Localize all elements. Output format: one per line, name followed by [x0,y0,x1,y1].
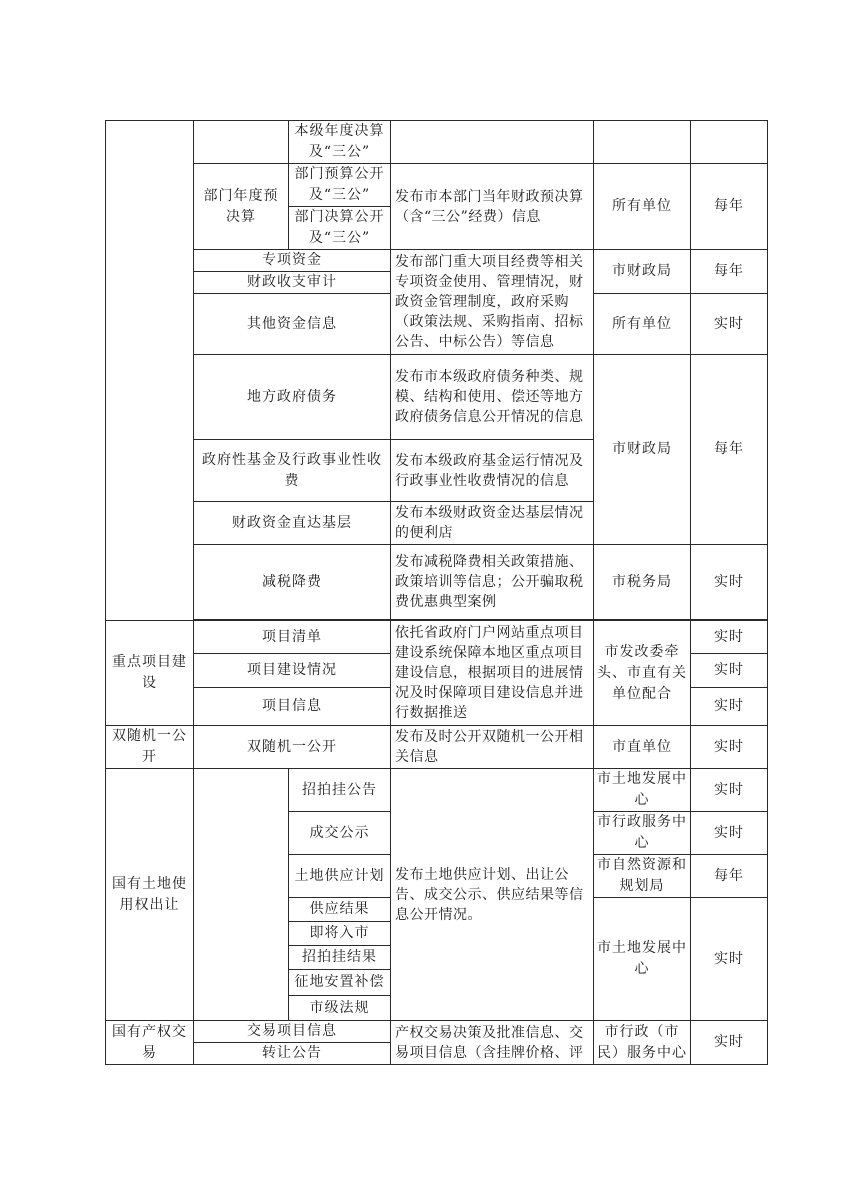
item-cell: 部门决算公开及“三公” [289,207,391,250]
item-cell: 本级年度决算及“三公” [289,121,391,164]
desc-cell: 发布减税降费相关政策措施、政策培训等信息；公开骗取税费优惠典型案例 [391,545,594,620]
table-row [106,164,768,207]
table-row [106,355,768,440]
freq-cell: 每年 [691,355,768,545]
item-cell: 部门预算公开及“三公” [289,164,391,207]
unit-cell: 市行政服务中心 [594,812,691,855]
table-row [106,121,768,164]
desc-cell: 发布土地供应计划、出让公告、成交公示、供应结果等信息公开情况。 [391,769,594,1021]
unit-cell: 市土地发展中心 [594,769,691,812]
freq-cell-empty [691,121,768,164]
freq-cell: 实时 [691,769,768,812]
unit-cell: 所有单位 [594,164,691,250]
desc-cell: 发布及时公开双随机一公开相关信息 [391,726,594,769]
subcategory-cell-empty [194,769,289,1021]
unit-cell: 市自然资源和规划局 [594,855,691,898]
desc-cell: 产权交易决策及批准信息、交易项目信息（含挂牌价格、评 [391,1021,594,1065]
table-row [106,1021,768,1043]
freq-cell: 实时 [691,545,768,620]
table-row [106,769,768,812]
freq-cell: 实时 [691,898,768,1021]
unit-cell-empty [594,121,691,164]
item-cell: 土地供应计划 [289,855,391,898]
item-cell: 交易项目信息 [194,1021,391,1043]
freq-cell: 实时 [691,294,768,355]
desc-cell: 发布本级政府基金运行情况及行政事业性收费情况的信息 [391,440,594,502]
category-cell: 重点项目建设 [106,621,194,726]
unit-cell: 市财政局 [594,250,691,294]
item-cell: 部门年度预决算 [194,164,289,250]
freq-cell: 实时 [691,726,768,769]
unit-cell: 所有单位 [594,294,691,355]
item-cell: 招拍挂公告 [289,769,391,812]
unit-cell: 市直单位 [594,726,691,769]
freq-cell: 实时 [691,688,768,726]
category-cell: 双随机一公开 [106,726,194,769]
item-cell: 征地安置补偿 [289,970,391,996]
item-cell: 项目信息 [194,688,391,726]
category-cell: 国有产权交易 [106,1021,194,1065]
table-row [106,250,768,272]
freq-cell: 实时 [691,621,768,654]
freq-cell: 实时 [691,812,768,855]
desc-cell: 发布市本部门当年财政预决算（含“三公”经费）信息 [391,164,594,250]
item-cell: 项目清单 [194,621,391,654]
item-cell: 市级法规 [289,996,391,1021]
freq-cell: 实时 [691,654,768,688]
item-cell: 财政资金直达基层 [194,502,391,545]
table-row [106,726,768,769]
freq-cell: 每年 [691,250,768,294]
freq-cell: 每年 [691,855,768,898]
desc-cell: 发布部门重大项目经费等相关专项资金使用、管理情况，财政资金管理制度，政府采购（政策法规、采购指南、招标公告、中标公告）等信息 [391,250,594,355]
item-cell: 政府性基金及行政事业性收费 [194,440,391,502]
desc-cell-empty [391,121,594,164]
desc-cell: 发布市本级政府债务种类、规模、结构和使用、偿还等地方政府债务信息公开情况的信息 [391,355,594,440]
freq-cell: 每年 [691,164,768,250]
disclosure-table [105,120,768,1065]
item-cell: 其他资金信息 [194,294,391,355]
item-cell: 即将入市 [289,922,391,946]
unit-cell: 市财政局 [594,355,691,545]
subcategory-cell-empty [194,121,289,164]
item-cell: 成交公示 [289,812,391,855]
item-cell: 招拍挂结果 [289,946,391,970]
table-row [106,621,768,654]
unit-cell: 市发改委牵头、市直有关单位配合 [594,621,691,726]
item-cell: 供应结果 [289,898,391,922]
item-cell: 地方政府债务 [194,355,391,440]
item-cell: 项目建设情况 [194,654,391,688]
unit-cell: 市土地发展中心 [594,898,691,1021]
desc-cell: 依托省政府门户网站重点项目建设系统保障本地区重点项目建设信息，根据项目的进展情况及时保障项目建设信息并进行数据推送 [391,621,594,726]
item-cell: 专项资金 [194,250,391,272]
category-cell: 国有土地使用权出让 [106,769,194,1021]
unit-cell: 市税务局 [594,545,691,620]
freq-cell: 实时 [691,1021,768,1065]
item-cell: 转让公告 [194,1043,391,1065]
category-cell-empty [106,121,194,621]
item-cell: 双随机一公开 [194,726,391,769]
item-cell: 财政收支审计 [194,272,391,294]
unit-cell: 市行政（市民）服务中心 [594,1021,691,1065]
desc-cell: 发布本级财政资金达基层情况的便利店 [391,502,594,545]
item-cell: 减税降费 [194,545,391,620]
table-row [106,545,768,620]
